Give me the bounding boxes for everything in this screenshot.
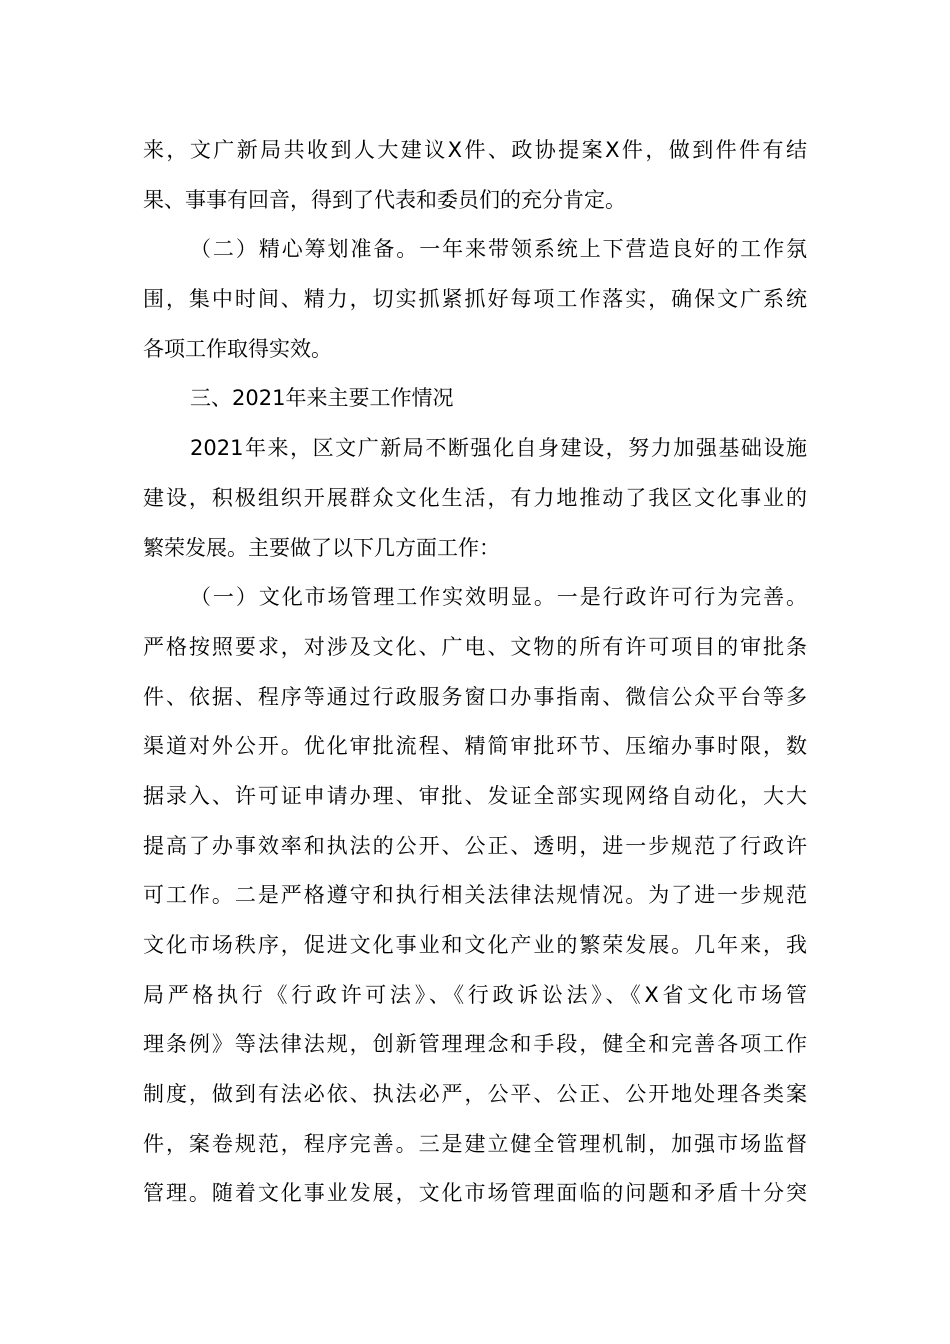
text-line: （一）文化市场管理工作实效明显。一是行政许可行为完善。 (190, 585, 807, 610)
text-line: 来，文广新局共收到人大建议X件、政协提案X件，做到件件有结 (143, 138, 807, 162)
text-line: 理条例》等法律法规，创新管理理念和手段，健全和完善各项工作 (143, 1032, 807, 1057)
text-line: 严格按照要求，对涉及文化、广电、文物的所有许可项目的审批条 (143, 634, 807, 659)
text-line: 可工作。二是严格遵守和执行相关法律法规情况。为了进一步规范 (143, 883, 807, 908)
text-line: 各项工作取得实效。 (143, 336, 332, 361)
text-line: 局严格执行《行政许可法》、《行政诉讼法》、《X省文化市场管 (143, 982, 807, 1007)
text-line: 围，集中时间、精力，切实抓紧抓好每项工作落实，确保文广系统 (143, 287, 807, 312)
text-line: 件，案卷规范，程序完善。三是建立健全管理机制，加强市场监督 (143, 1131, 807, 1156)
text-line: （二）精心筹划准备。一年来带领系统上下营造良好的工作氛 (190, 237, 807, 262)
text-line: 制度，做到有法必依、执法必严，公平、公正、公开地处理各类案 (143, 1082, 807, 1107)
text-line: 2021年来，区文广新局不断强化自身建设，努力加强基础设施 (190, 436, 807, 461)
text-line: 果、事事有回音，得到了代表和委员们的充分肯定。 (143, 187, 626, 212)
text-line: 建设，积极组织开展群众文化生活，有力地推动了我区文化事业的 (143, 485, 807, 510)
text-line: 提高了办事效率和执法的公开、公正、透明，进一步规范了行政许 (143, 833, 807, 858)
text-line: 繁荣发展。主要做了以下几方面工作： (143, 535, 500, 560)
text-line: 文化市场秩序，促进文化事业和文化产业的繁荣发展。几年来，我 (143, 933, 807, 957)
text-line: 据录入、许可证申请办理、审批、发证全部实现网络自动化，大大 (143, 783, 807, 808)
text-line: 件、依据、程序等通过行政服务窗口办事指南、微信公众平台等多 (143, 684, 807, 709)
text-line: 管理。随着文化事业发展，文化市场管理面临的问题和矛盾十分突 (143, 1181, 807, 1206)
body-text (143, 126, 807, 1219)
text-line: 三、2021年来主要工作情况 (190, 386, 454, 411)
text-line: 渠道对外公开。优化审批流程、精简审批环节、压缩办事时限，数 (143, 734, 807, 759)
